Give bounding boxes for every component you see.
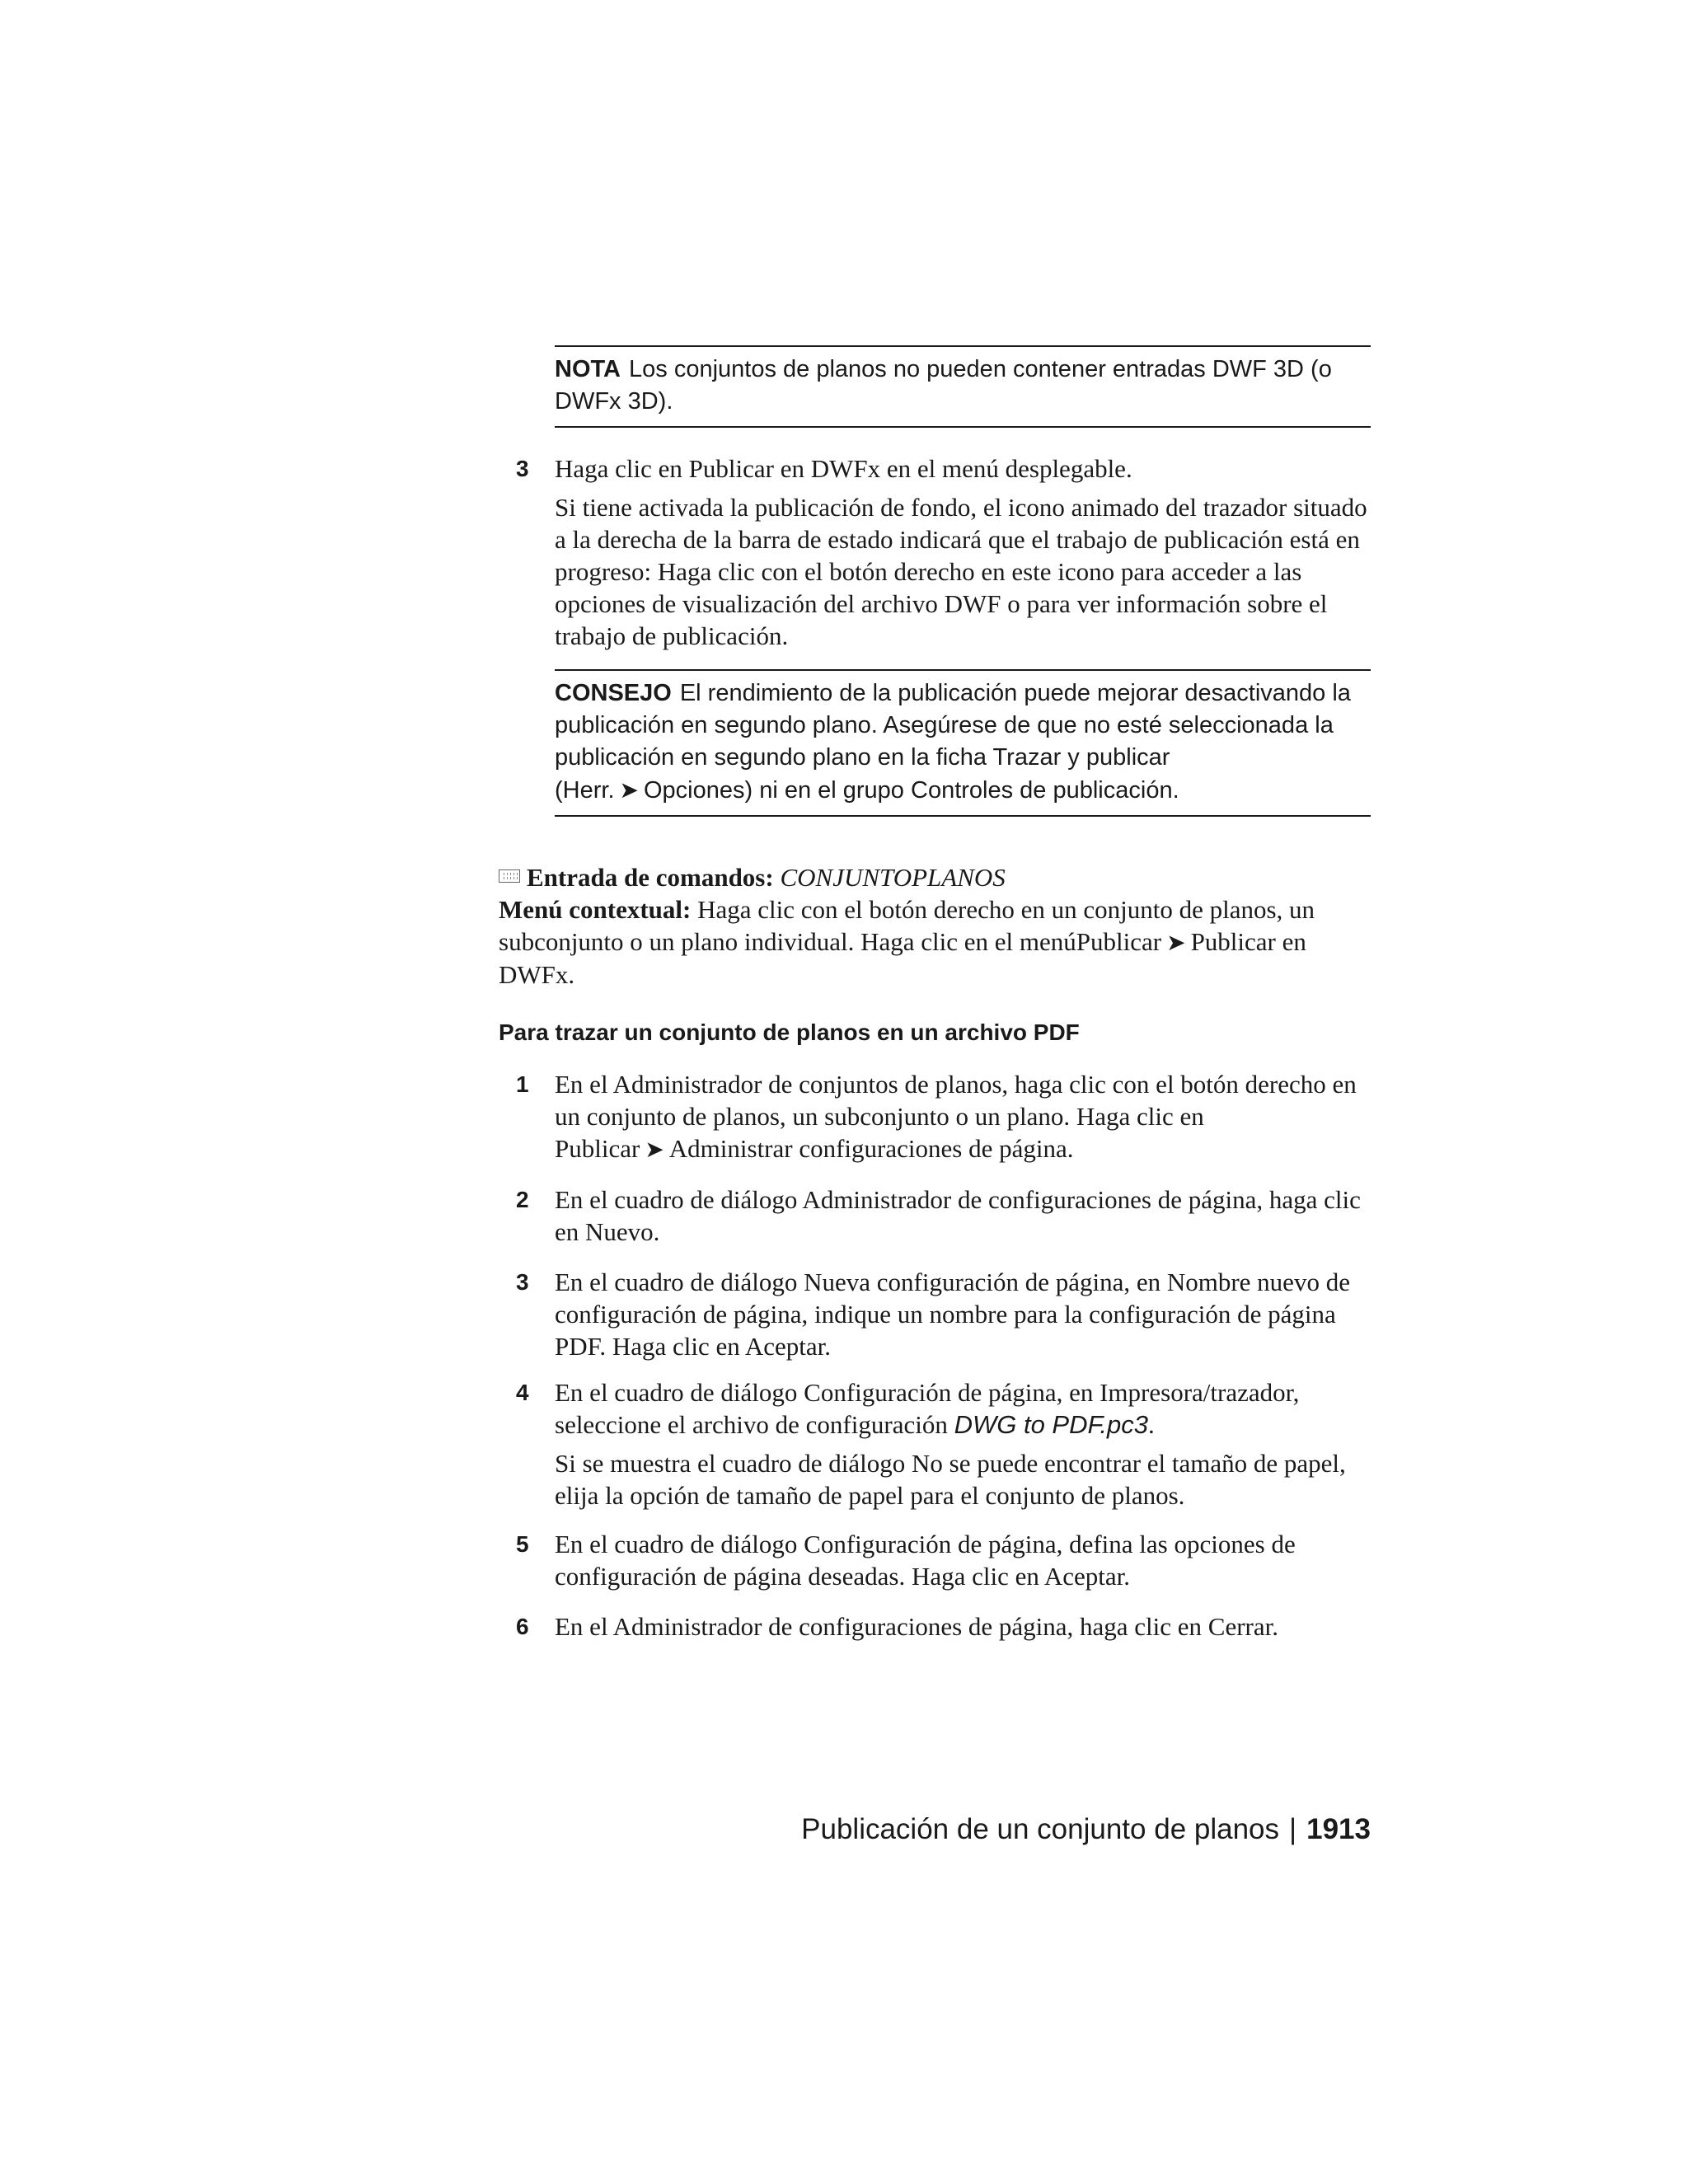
step-number: 6 xyxy=(516,1614,529,1639)
step-detail: Si tiene activada la publicación de fondo, el icono animado del trazador situado a la derecha de la barra de estado indicará que el trabajo de publicación está en progreso: Haga clic con el botón derecho en este icono para acceder a las opciones de visualización del archivo DWF o para ver información sobre el trabajo de publicación. xyxy=(555,493,1367,650)
step-number: 3 xyxy=(516,1269,529,1295)
step-number: 3 xyxy=(516,456,529,481)
page-number: 1913 xyxy=(1306,1813,1371,1845)
arrow-icon: ➤ xyxy=(645,1136,664,1163)
step-text: Haga clic en Publicar en DWFx en el menú desplegable. xyxy=(555,454,1132,483)
file-name: DWG to PDF.pc3 xyxy=(954,1410,1149,1439)
note-callout xyxy=(555,345,1371,428)
page-footer xyxy=(801,1811,1371,1848)
arrow-icon: ➤ xyxy=(619,776,639,804)
keyboard-icon xyxy=(499,869,520,883)
step-number: 2 xyxy=(516,1187,529,1212)
arrow-icon: ➤ xyxy=(1166,929,1186,956)
step-text: En el Administrador de configuraciones de página, haga clic en Cerrar. xyxy=(555,1612,1279,1641)
step-text: En el Administrador de conjuntos de planos, haga clic con el botón derecho en un conjunto de planos, un subconjunto o un plano. Haga clic en Publicar xyxy=(555,1070,1357,1163)
step-item xyxy=(495,452,1372,652)
tip-label: CONSEJO xyxy=(555,680,672,706)
step-text: En el cuadro de diálogo Administrador de configuraciones de página, haga clic en Nuevo. xyxy=(555,1185,1361,1246)
context-menu-label: Menú contextual: xyxy=(499,895,692,924)
step-text: En el cuadro de diálogo Configuración de página, defina las opciones de configuración de página deseadas. Haga clic en Aceptar. xyxy=(555,1530,1296,1591)
tip-callout xyxy=(555,669,1371,817)
footer-section-title: Publicación de un conjunto de planos xyxy=(801,1813,1280,1845)
tip-text-end: Opciones) ni en el grupo Controles de publicación. xyxy=(643,777,1179,804)
step-item xyxy=(495,1183,1372,1248)
footer-separator: | xyxy=(1289,1813,1297,1845)
step-number: 4 xyxy=(516,1380,529,1405)
tip-text: El rendimiento de la publicación puede mejorar desactivando la publicación en segundo plano. Asegúrese de que no esté seleccionada la publicación en segundo plano en la ficha Trazar y publicar (Herr. xyxy=(555,680,1351,804)
command-block xyxy=(499,861,1376,991)
context-menu-text: Haga clic con el botón derecho en un conjunto de planos, un subconjunto o un plano individual. Haga clic en el menúPublicar xyxy=(499,895,1315,956)
step-number: 1 xyxy=(516,1071,529,1097)
step-text: En el cuadro de diálogo Nueva configuración de página, en Nombre nuevo de configuración de página, indique un nombre para la configuración de página PDF. Haga clic en Aceptar. xyxy=(555,1268,1350,1361)
note-label: NOTA xyxy=(555,356,621,382)
context-menu-text-end: Publicar en DWFx. xyxy=(499,927,1306,989)
step-item xyxy=(495,1068,1372,1165)
step-item xyxy=(495,1610,1372,1643)
step-number: 5 xyxy=(516,1531,529,1557)
step-text: En el cuadro de diálogo Configuración de página, en Impresora/trazador, seleccione el archivo de configuración xyxy=(555,1378,1300,1439)
command-value: CONJUNTOPLANOS xyxy=(780,863,1006,892)
procedure-heading: Para trazar un conjunto de planos en un archivo PDF xyxy=(499,1019,1080,1045)
command-label: Entrada de comandos: xyxy=(527,863,774,892)
note-text: Los conjuntos de planos no pueden contener entradas DWF 3D (o DWFx 3D). xyxy=(555,356,1332,415)
step-item xyxy=(495,1376,1372,1511)
step-detail: Si se muestra el cuadro de diálogo No se puede encontrar el tamaño de papel, elija la opción de tamaño de papel para el conjunto de planos. xyxy=(555,1449,1346,1510)
step-item xyxy=(495,1528,1372,1592)
step-text-end: Administrar configuraciones de página. xyxy=(668,1134,1074,1163)
step-item xyxy=(495,1266,1372,1362)
step-text-end: . xyxy=(1148,1410,1155,1439)
